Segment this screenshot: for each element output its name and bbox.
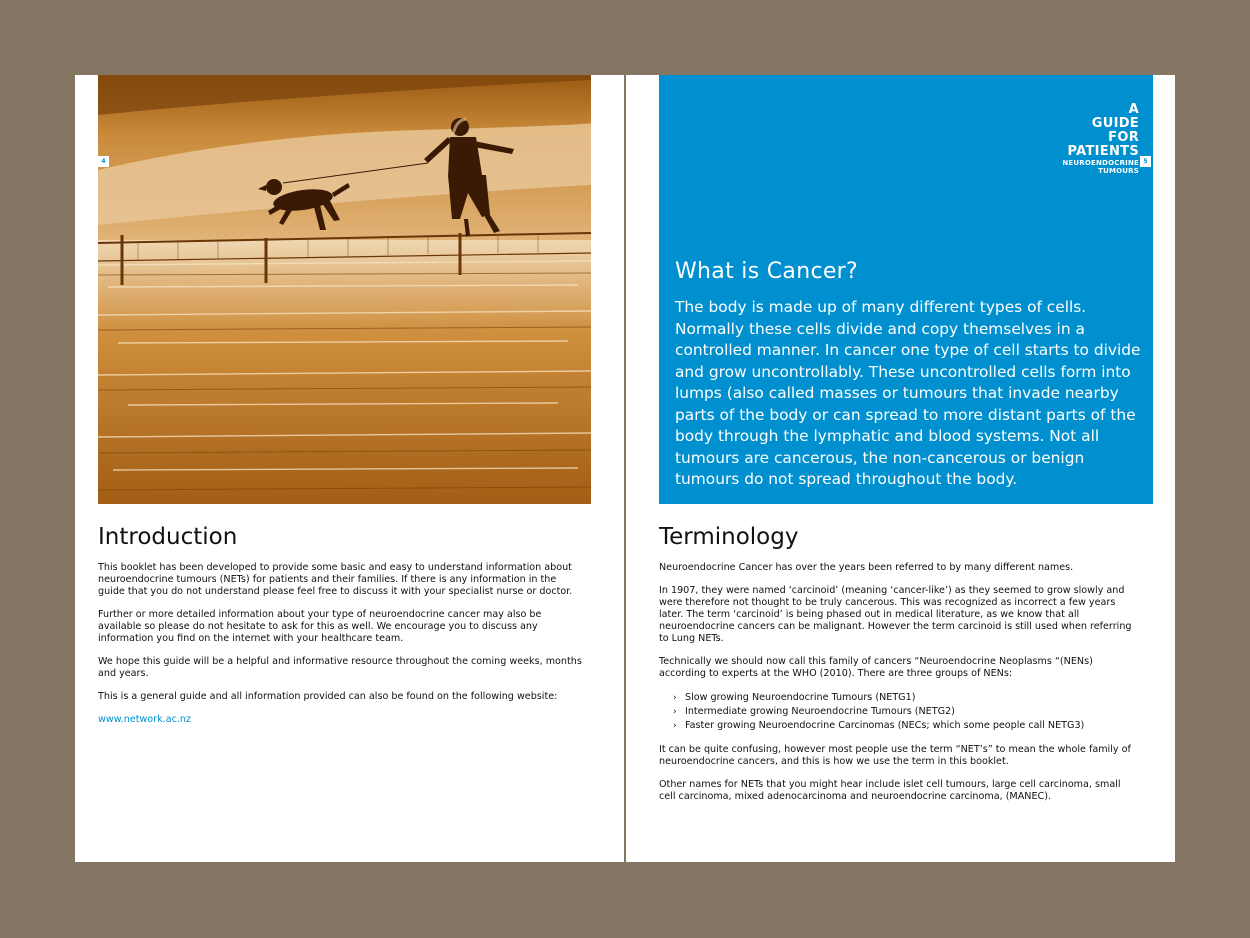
- booklet-spread: [75, 75, 1175, 862]
- left-page: [75, 75, 624, 862]
- terminology-paragraph: Technically we should now call this family of cancers “Neuroendocrine Neoplasms “(NENs) according to experts at the WHO (2010). There are three groups of NENs:: [659, 656, 1093, 679]
- what-is-cancer-panel: [659, 75, 1153, 504]
- brand-line: A: [1128, 102, 1139, 117]
- website-link[interactable]: www.network.ac.nz: [98, 714, 192, 725]
- list-item: [673, 691, 1137, 705]
- introduction-body: [98, 562, 584, 737]
- terminology-title: Terminology: [659, 524, 799, 550]
- brand-line: FOR: [1108, 130, 1139, 145]
- what-is-cancer-body: The body is made up of many different types of cells. Normally these cells divide and copy themselves in a controlled manner. In cancer one type of cell starts to divide and grow uncontrollably. These uncontrolled cells form into lumps (also called masses or tumours that invade nearby parts of the body or can spread to more distant parts of the body through the lymphatic and blood systems. Not all tumours are cancerous, the non-cancerous or benign tumours do not spread throughout the body.: [675, 298, 1141, 488]
- beach-dog-photo: [98, 75, 591, 504]
- what-is-cancer-title: What is Cancer?: [675, 259, 859, 284]
- intro-paragraph: We hope this guide will be a helpful and informative resource throughout the coming weeks, months and years.: [98, 656, 582, 679]
- nen-groups-list: [659, 691, 1137, 733]
- introduction-title: Introduction: [98, 524, 238, 550]
- guide-brand-mark: [1062, 103, 1139, 175]
- list-item-text: Slow growing Neuroendocrine Tumours (NETG1): [685, 692, 916, 703]
- terminology-paragraph: In 1907, they were named ‘carcinoid’ (meaning ‘cancer-like’) as they seemed to grow slowly and were therefore not thought to be truly cancerous. This was recognized as incorrect a few years later. The term ‘carcinoid’ is being phased out in medical literature, as we know that all neuroendocrine cancers can be malignant. However the term carcinoid is still used when referring to Lung NETs.: [659, 585, 1132, 644]
- page-number-right: 5: [1140, 156, 1151, 167]
- terminology-paragraph: It can be quite confusing, however most people use the term “NET’s” to mean the whole family of neuroendocrine cancers, and this is how we use the term in this booklet.: [659, 744, 1131, 767]
- list-item: [673, 705, 1137, 719]
- brand-line: PATIENTS: [1067, 144, 1139, 159]
- intro-paragraph: This booklet has been developed to provide some basic and easy to understand information about neuroendocrine tumours (NETs) for patients and their families. If there is any information in the guide that you do not understand please feel free to discuss it with your specialist nurse or doctor.: [98, 562, 573, 597]
- terminology-body: [659, 562, 1137, 814]
- intro-paragraph: Further or more detailed information about your type of neuroendocrine cancer may also be available so please do not hesitate to ask for this as well. We encourage you to discuss any information you find on the internet with your healthcare team.: [98, 609, 542, 644]
- page-number-left: 4: [98, 156, 109, 167]
- list-item: [673, 719, 1137, 733]
- brand-line: GUIDE: [1091, 116, 1139, 131]
- chevron-right-icon: ›: [673, 721, 677, 731]
- intro-paragraph: This is a general guide and all information provided can also be found on the following website:: [98, 691, 558, 702]
- chevron-right-icon: ›: [673, 707, 677, 717]
- list-item-text: Intermediate growing Neuroendocrine Tumours (NETG2): [685, 706, 955, 717]
- brand-subline: NEUROENDOCRINE: [1062, 159, 1139, 167]
- terminology-paragraph: Other names for NETs that you might hear include islet cell tumours, large cell carcinoma, small cell carcinoma, mixed adenocarcinoma and neuroendocrine carcinoma, (MANEC).: [659, 779, 1121, 802]
- terminology-paragraph: Neuroendocrine Cancer has over the years been referred to by many different names.: [659, 562, 1074, 573]
- chevron-right-icon: ›: [673, 693, 677, 703]
- brand-subline: TUMOURS: [1098, 167, 1139, 175]
- list-item-text: Faster growing Neuroendocrine Carcinomas (NECs; which some people call NETG3): [685, 720, 1085, 731]
- right-page: [626, 75, 1175, 862]
